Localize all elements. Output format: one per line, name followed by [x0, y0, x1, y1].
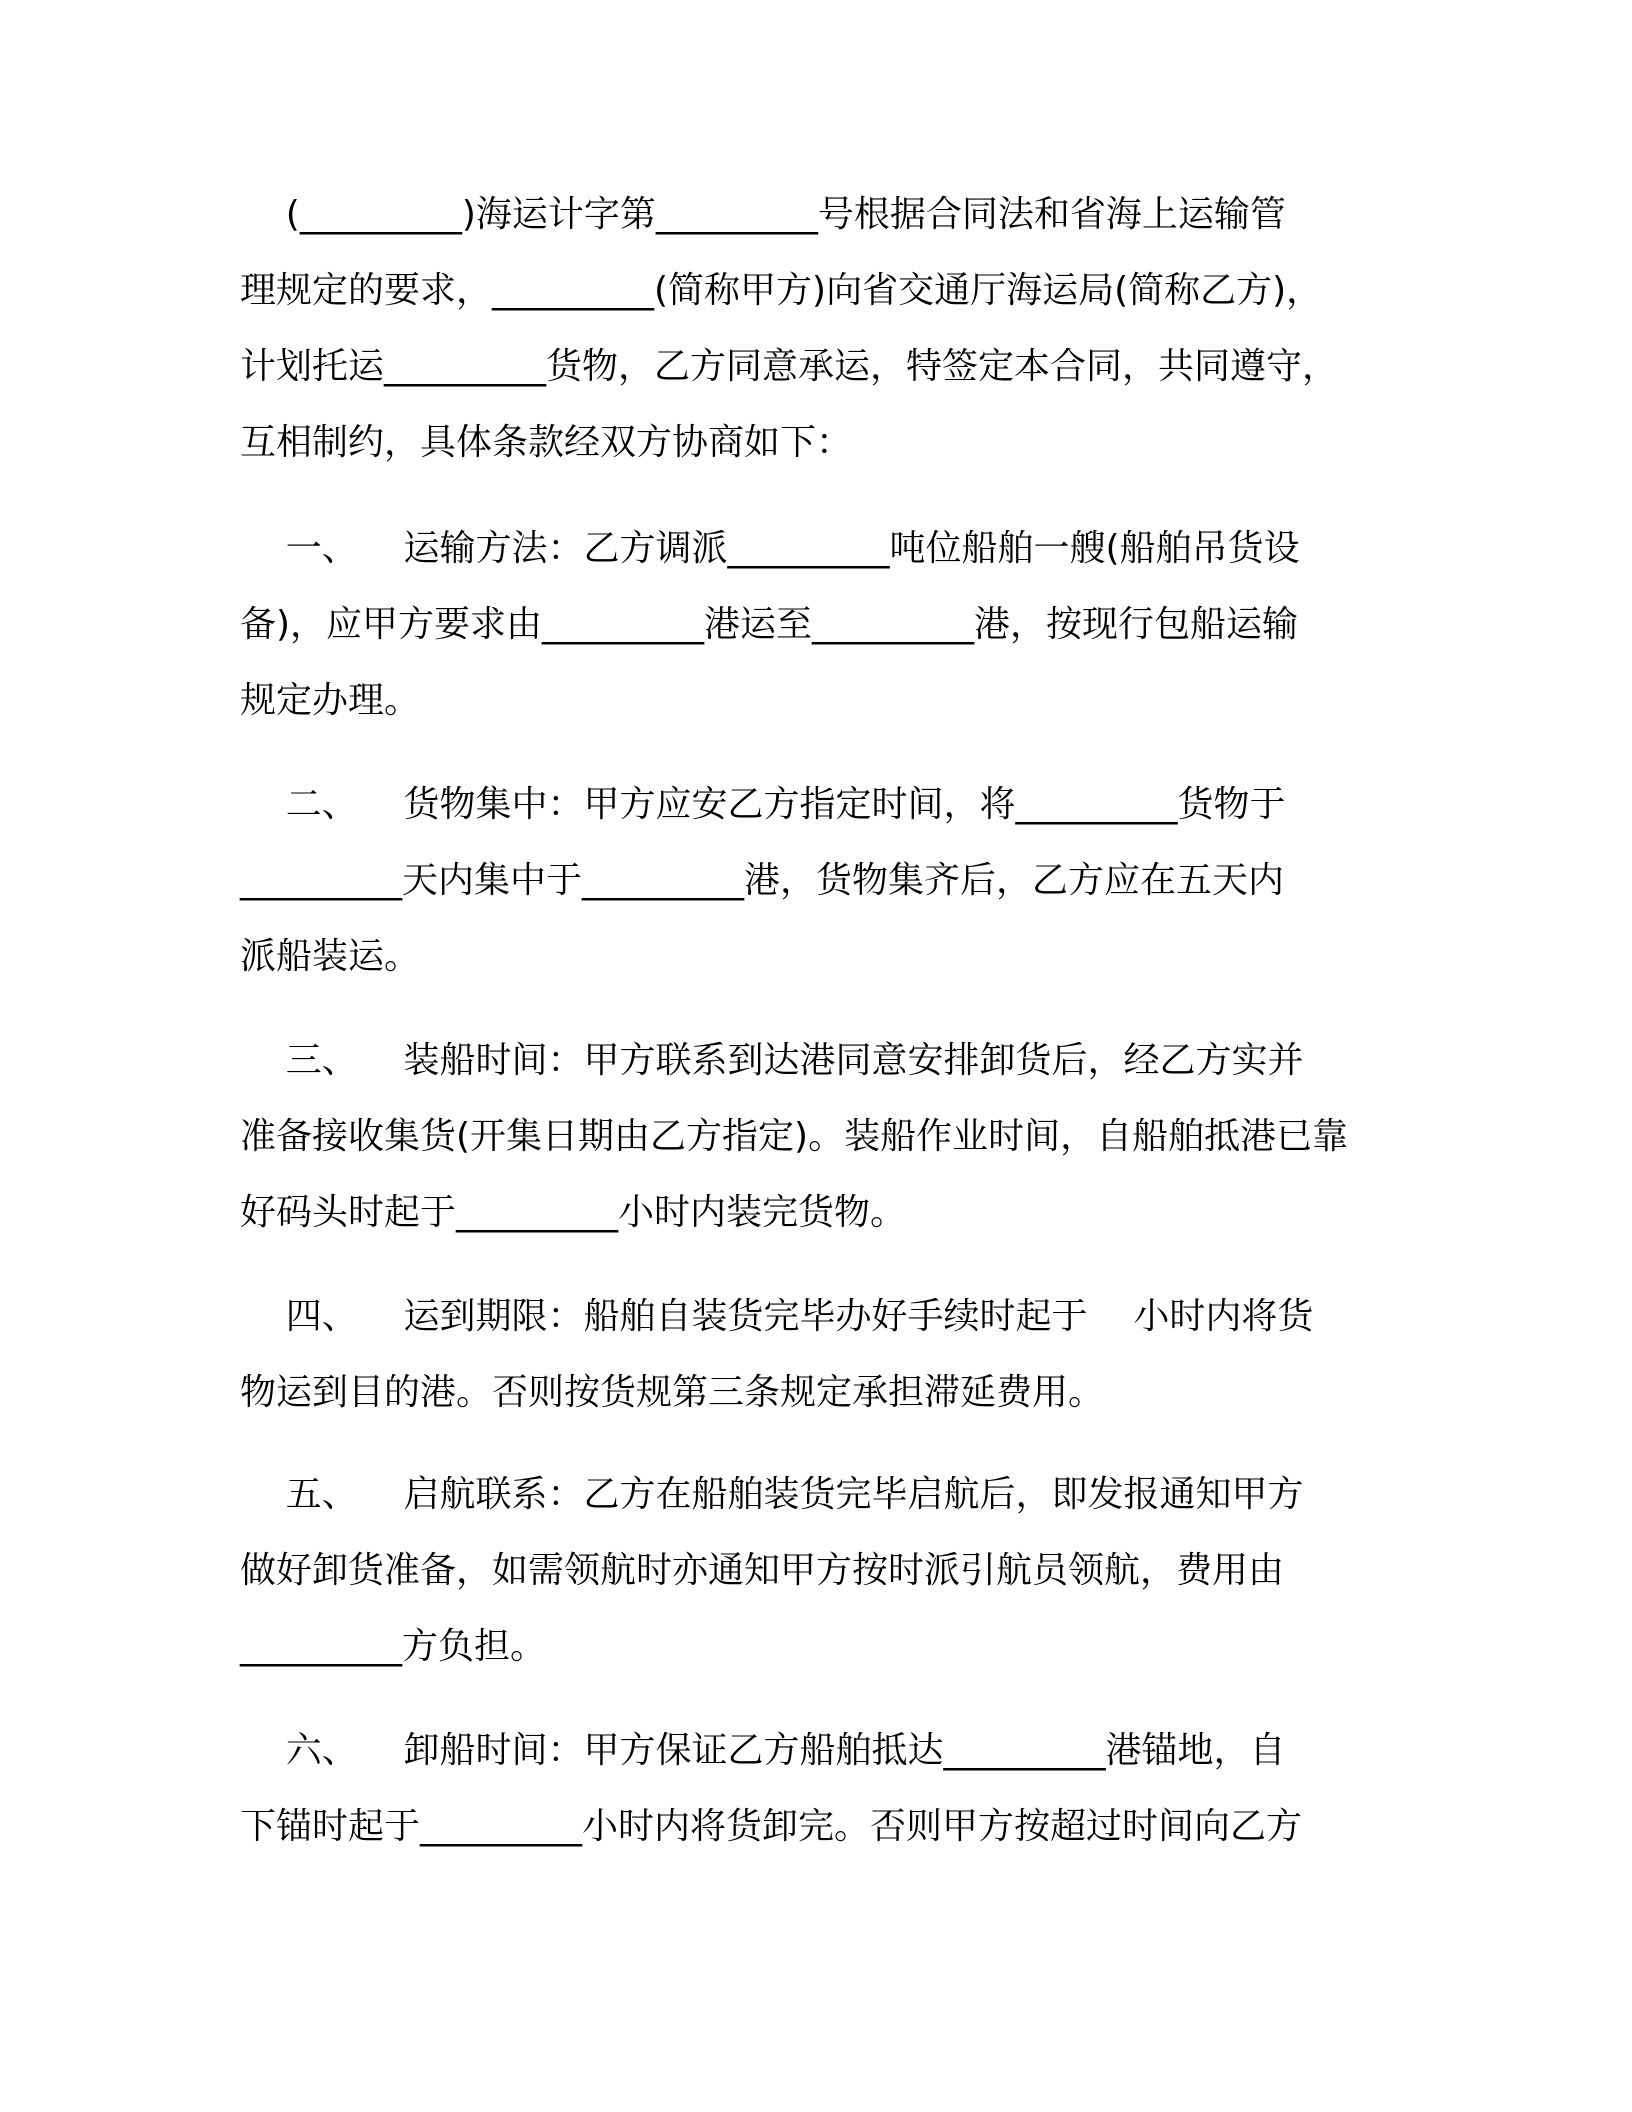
clause-4-line-1: 四、 运到期限：船舶自装货完毕办好手续时起于 小时内将货	[240, 1296, 1314, 1337]
clause-5-line-2: 做好卸货准备，如需领航时亦通知甲方按时派引航员领航，费用由	[240, 1550, 1285, 1591]
clause-3-line-2: 准备接收集货(开集日期由乙方指定)。装船作业时间，自船舶抵港已靠	[240, 1116, 1349, 1157]
clause-6-line-2: 下锚时起于_________小时内将货卸完。否则甲方按超过时间向乙方	[240, 1806, 1303, 1847]
clause-5-line-1: 五、 启航联系：乙方在船舶装货完毕启航后，即发报通知甲方	[240, 1474, 1304, 1515]
clause-1-line-1: 一、 运输方法：乙方调派_________吨位船舶一艘(船舶吊货设	[240, 528, 1300, 569]
clause-3-line-3: 好码头时起于_________小时内装完货物。	[240, 1192, 907, 1233]
clause-6-line-1: 六、 卸船时间：甲方保证乙方船舶抵达_________港锚地，自	[240, 1730, 1286, 1771]
intro-line-1: (_________)海运计字第_________号根据合同法和省海上运输管	[240, 194, 1286, 235]
intro-line-4: 互相制约，具体条款经双方协商如下：	[240, 422, 853, 463]
clause-2-line-2: _________天内集中于_________港，货物集齐后，乙方应在五天内	[240, 860, 1285, 901]
clause-2-line-1: 二、 货物集中：甲方应安乙方指定时间，将_________货物于	[240, 784, 1286, 825]
clause-1-line-3: 规定办理。	[240, 680, 421, 721]
clause-4-line-2: 物运到目的港。否则按货规第三条规定承担滞延费用。	[240, 1372, 1105, 1413]
clause-3-line-1: 三、 装船时间：甲方联系到达港同意安排卸货后，经乙方实并	[240, 1040, 1304, 1081]
clause-1-line-2: 备)，应甲方要求由_________港运至_________港，按现行包船运输	[240, 604, 1299, 645]
clause-5-line-3: _________方负担。	[240, 1626, 547, 1667]
intro-line-3: 计划托运_________货物，乙方同意承运，特签定本合同，共同遵守，	[240, 346, 1339, 387]
clause-2-line-3: 派船装运。	[240, 936, 421, 977]
intro-line-2: 理规定的要求，_________(简称甲方)向省交通厅海运局(简称乙方)，	[240, 270, 1323, 311]
